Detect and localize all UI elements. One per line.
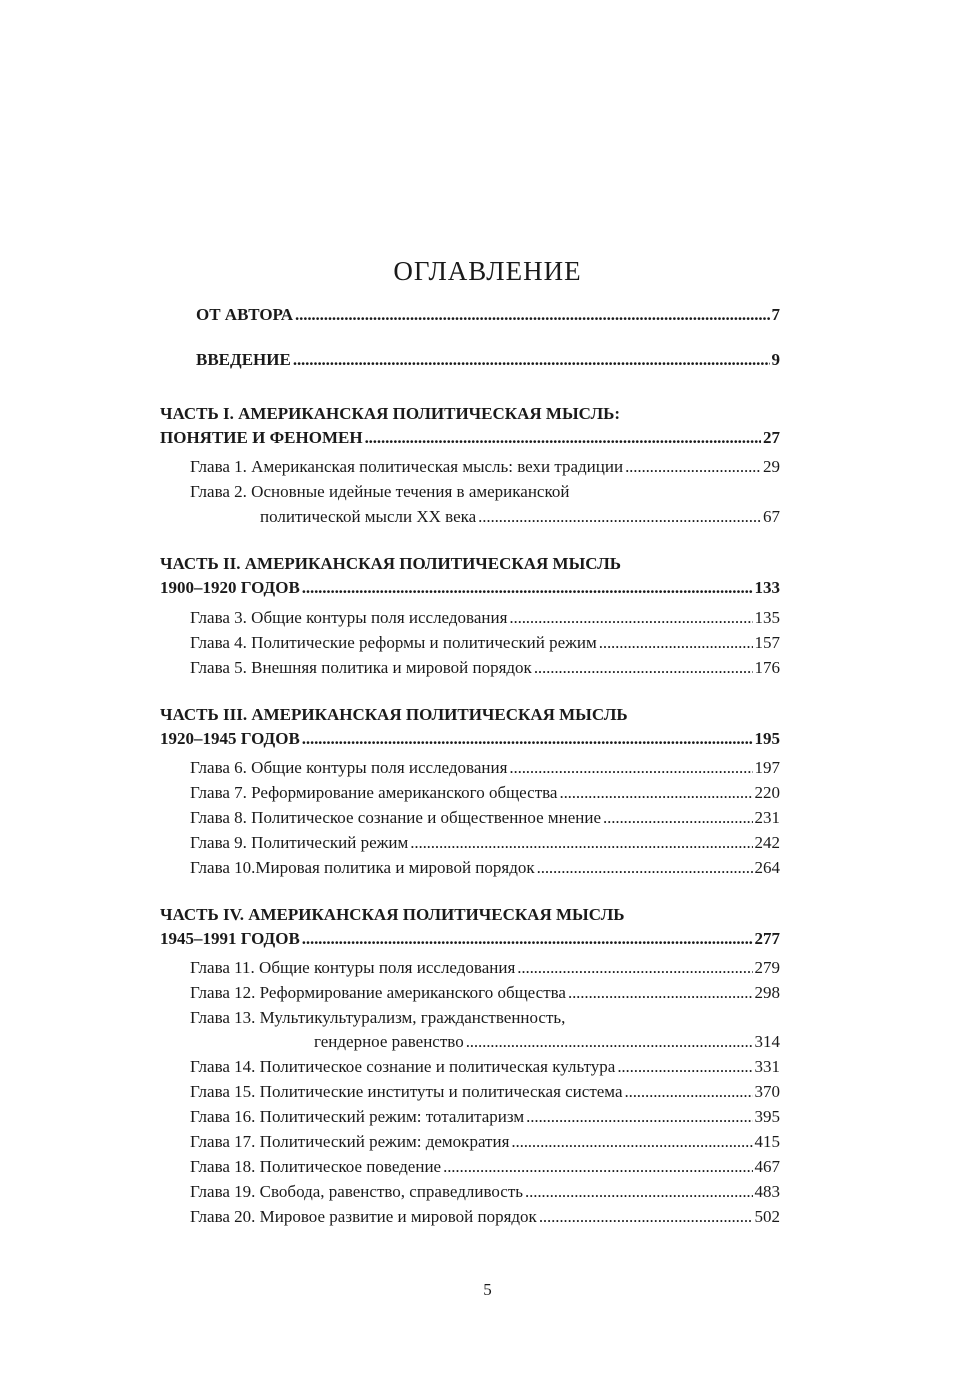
- dot-leader: [466, 1031, 753, 1053]
- part-heading[interactable]: ЧАСТЬ II. АМЕРИКАНСКАЯ ПОЛИТИЧЕСКАЯ МЫСЛЬ: [160, 554, 622, 573]
- toc-label: Глава 9. Политический режим: [190, 833, 409, 852]
- page-title: ОГЛАВЛЕНИЕ: [393, 256, 582, 286]
- toc-label: Глава 3. Общие контуры поля исследования: [190, 608, 508, 627]
- page-number: 5: [483, 1280, 492, 1299]
- dot-leader: [293, 349, 770, 371]
- dot-leader: [410, 832, 752, 854]
- toc-label: Глава 16. Политический режим: тоталитаризм: [190, 1107, 525, 1126]
- dot-leader: [295, 304, 769, 326]
- toc-label: ВВЕДЕНИЕ: [196, 350, 291, 369]
- toc-page: 264: [754, 858, 780, 877]
- toc-page: 277: [754, 929, 780, 948]
- toc-entry-part[interactable]: [160, 928, 780, 950]
- dot-leader: [365, 427, 761, 449]
- toc-entry-chapter[interactable]: [190, 832, 780, 854]
- toc-entry-chapter[interactable]: [190, 1056, 780, 1078]
- toc-page: 502: [754, 1207, 780, 1226]
- dot-leader: [478, 506, 761, 528]
- toc-entry-chapter[interactable]: [190, 1206, 780, 1228]
- dot-leader: [302, 728, 753, 750]
- toc-entry-chapter[interactable]: [190, 957, 780, 979]
- toc-entry-part[interactable]: [160, 577, 780, 599]
- toc-label: Глава 8. Политическое сознание и общественное мнение: [190, 808, 602, 827]
- toc-entry-chapter[interactable]: [190, 807, 780, 829]
- toc-entry-intro[interactable]: [196, 349, 780, 371]
- dot-leader: [625, 1081, 753, 1103]
- toc-page: 67: [763, 507, 780, 526]
- toc-entry-chapter[interactable]: [190, 632, 780, 654]
- part-heading[interactable]: ЧАСТЬ I. АМЕРИКАНСКАЯ ПОЛИТИЧЕСКАЯ МЫСЛЬ:: [160, 404, 621, 423]
- dot-leader: [511, 1131, 752, 1153]
- toc-label: Глава 6. Общие контуры поля исследования: [190, 758, 508, 777]
- toc-page: 242: [754, 833, 780, 852]
- toc-label: Глава 19. Свобода, равенство, справедливость: [190, 1182, 524, 1201]
- dot-leader: [568, 982, 753, 1004]
- toc-label: Глава 10.Мировая политика и мировой порядок: [190, 858, 535, 877]
- toc-entry-chapter[interactable]: [190, 657, 780, 679]
- toc-page: 195: [754, 729, 780, 748]
- toc-label: ОТ АВТОРА: [196, 305, 294, 324]
- toc-label: Глава 4. Политические реформы и политический режим: [190, 633, 597, 652]
- toc-page: 231: [754, 808, 780, 827]
- toc-label: Глава 11. Общие контуры поля исследования: [190, 958, 516, 977]
- toc-page: 415: [754, 1132, 780, 1151]
- toc-entry-chapter[interactable]: [190, 1181, 780, 1203]
- toc-entry-chapter[interactable]: [260, 506, 780, 528]
- toc-label: Глава 15. Политические институты и политическая система: [190, 1082, 623, 1101]
- toc-label: Глава 18. Политическое поведение: [190, 1157, 442, 1176]
- toc-page: 29: [763, 457, 780, 476]
- toc-page: 27: [763, 428, 780, 447]
- toc-page: 135: [754, 608, 780, 627]
- toc-page: 197: [754, 758, 780, 777]
- toc-label: Глава 14. Политическое сознание и политическая культура: [190, 1057, 616, 1076]
- toc-page: 220: [754, 783, 780, 802]
- dot-leader: [617, 1056, 752, 1078]
- toc-label: Глава 5. Внешняя политика и мировой порядок: [190, 658, 532, 677]
- dot-leader: [302, 577, 753, 599]
- toc-page: 331: [754, 1057, 780, 1076]
- dot-leader: [539, 1206, 753, 1228]
- dot-leader: [509, 607, 752, 629]
- dot-leader: [625, 456, 761, 478]
- toc-entry-chapter[interactable]: [190, 1081, 780, 1103]
- toc-entry-chapter[interactable]: [190, 1156, 780, 1178]
- part-heading[interactable]: ЧАСТЬ IV. АМЕРИКАНСКАЯ ПОЛИТИЧЕСКАЯ МЫСЛЬ: [160, 905, 625, 924]
- toc-page: 314: [754, 1032, 780, 1051]
- dot-leader: [559, 782, 752, 804]
- toc-label: Глава 12. Реформирование американского общества: [190, 983, 566, 1002]
- dot-leader: [537, 857, 753, 879]
- toc-entry-chapter[interactable]: [190, 757, 780, 779]
- toc-page: 176: [754, 658, 780, 677]
- toc-label: гендерное равенство: [314, 1032, 464, 1051]
- toc-label: 1900–1920 ГОДОВ: [160, 578, 300, 597]
- toc-label: Глава 1. Американская политическая мысль: вехи традиции: [190, 457, 624, 476]
- toc-entry-chapter[interactable]: [190, 857, 780, 879]
- toc-page: 395: [754, 1107, 780, 1126]
- toc-page: 133: [754, 578, 780, 597]
- toc-page: 7: [771, 305, 780, 324]
- toc-page: 483: [754, 1182, 780, 1201]
- dot-leader: [509, 757, 752, 779]
- toc-entry-chapter[interactable]: [190, 1131, 780, 1153]
- toc-page: 467: [754, 1157, 780, 1176]
- toc-entry-chapter[interactable]: [190, 782, 780, 804]
- dot-leader: [534, 657, 753, 679]
- toc-entry-chapter[interactable]: [190, 1106, 780, 1128]
- toc-entry-chapter[interactable]: [314, 1031, 780, 1053]
- toc-page: 279: [754, 958, 780, 977]
- dot-leader: [517, 957, 752, 979]
- toc-label: Глава 17. Политический режим: демократия: [190, 1132, 510, 1151]
- toc-page: 9: [771, 350, 780, 369]
- toc-label: 1945–1991 ГОДОВ: [160, 929, 300, 948]
- chapter-heading[interactable]: Глава 13. Мультикультурализм, гражданственность,: [190, 1008, 566, 1027]
- toc-entry-chapter[interactable]: [190, 607, 780, 629]
- toc-entry-part[interactable]: [160, 427, 780, 449]
- toc-entry-part[interactable]: [160, 728, 780, 750]
- toc-label: 1920–1945 ГОДОВ: [160, 729, 300, 748]
- dot-leader: [599, 632, 753, 654]
- dot-leader: [525, 1181, 752, 1203]
- toc-label: Глава 7. Реформирование американского общества: [190, 783, 558, 802]
- dot-leader: [526, 1106, 752, 1128]
- toc-page: 370: [754, 1082, 780, 1101]
- toc-label: политической мысли XX века: [260, 507, 477, 526]
- part-heading[interactable]: ЧАСТЬ III. АМЕРИКАНСКАЯ ПОЛИТИЧЕСКАЯ МЫСЛЬ: [160, 705, 628, 724]
- toc-page: 157: [754, 633, 780, 652]
- toc-entry-chapter[interactable]: [190, 456, 780, 478]
- dot-leader: [302, 928, 753, 950]
- toc-entry-chapter[interactable]: [190, 982, 780, 1004]
- dot-leader: [443, 1156, 752, 1178]
- toc-page: 298: [754, 983, 780, 1002]
- dot-leader: [603, 807, 752, 829]
- toc-label: Глава 20. Мировое развитие и мировой порядок: [190, 1207, 537, 1226]
- chapter-heading[interactable]: Глава 2. Основные идейные течения в американской: [190, 482, 570, 501]
- toc-label: ПОНЯТИЕ И ФЕНОМЕН: [160, 428, 363, 447]
- toc-entry-author[interactable]: [196, 304, 780, 326]
